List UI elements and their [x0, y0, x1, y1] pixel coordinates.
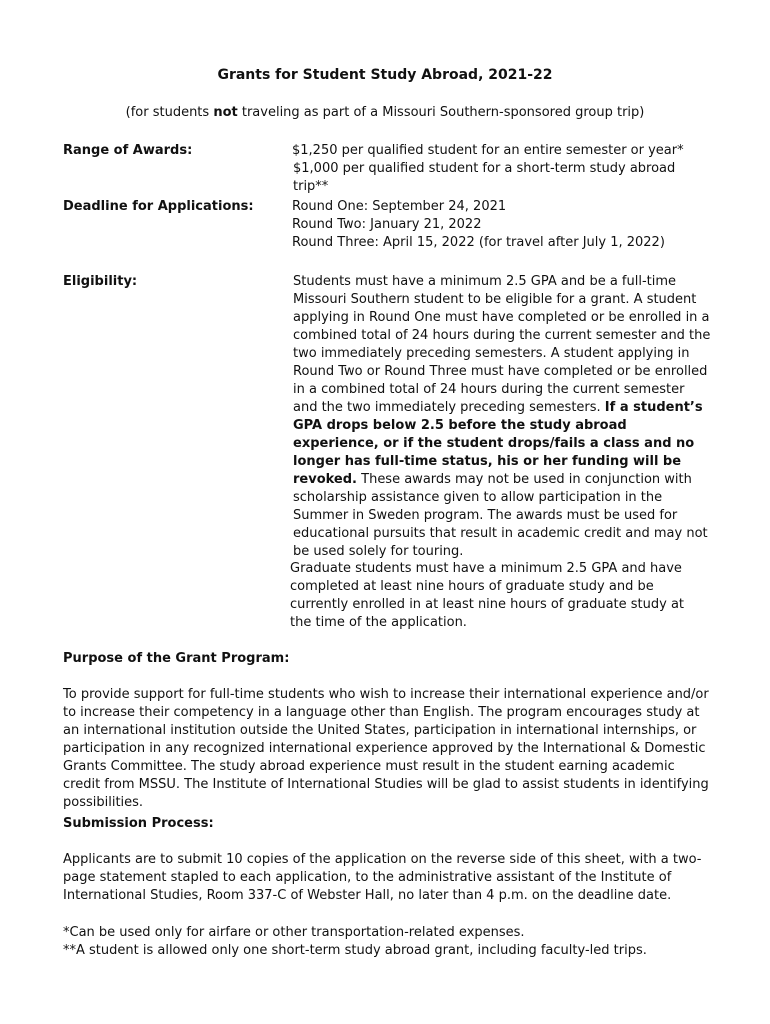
deadline-values	[292, 198, 712, 252]
deadline-line: Round Three: April 15, 2022 (for travel after July 1, 2022)	[292, 235, 665, 250]
range-label: Range of Awards:	[63, 143, 193, 158]
eligibility-label: Eligibility:	[63, 274, 138, 289]
range-line: $1,250 per qualified student for an entire semester or year*	[292, 143, 684, 158]
eligibility-warning: If a student’s GPA drops below 2.5 before the study abroad experience, or if the student drops/fails a class and no longer has full-time status, his or her funding will be revoked.	[293, 400, 703, 487]
eligibility-paragraph-1	[293, 273, 711, 561]
range-values	[292, 142, 712, 196]
eligibility-text-a: Students must have a minimum 2.5 GPA and be a full-time Missouri Southern student to be eligible for a grant. A student applying in Round One must have completed or be enrolled in a combined total of 24 hours during the current semester and the two immediately preceding semesters. A student applying in Round Two or Round Three must have completed or be enrolled in a combined total of 24 hours during the current semester and the two immediately preceding semesters.	[293, 274, 711, 415]
purpose-heading: Purpose of the Grant Program:	[63, 651, 290, 666]
page-title: Grants for Student Study Abroad, 2021-22	[217, 67, 553, 83]
deadline-label: Deadline for Applications:	[63, 199, 254, 214]
eligibility-text-b: These awards may not be used in conjunction with scholarship assistance given to allow participation in the Summer in Sweden program. The awards must be used for educational pursuits that result in academic credit and may not be used solely for touring.	[293, 472, 708, 559]
graduate-text: Graduate students must have a minimum 2.5 GPA and have completed at least nine hours of graduate study and be currently enrolled in at least nine hours of graduate study at the time of the application.	[290, 561, 685, 630]
subtitle	[0, 104, 770, 122]
subtitle-pre: (for students	[125, 105, 214, 120]
submission-heading: Submission Process:	[63, 816, 214, 831]
footnotes	[63, 924, 713, 960]
purpose-text: To provide support for full-time students who wish to increase their international experience and/or to increase their competency in a language other than English. The program encourages study at an international institution outside the United States, participation in international internships, or participation in any recognized international experience approved by the International & Domestic Grants Committee. The study abroad experience must result in the student earning academic credit from MSSU. The Institute of International Studies will be glad to assist students in identifying possibilities.	[63, 687, 709, 810]
footnote: **A student is allowed only one short-term study abroad grant, including faculty-led trips.	[63, 943, 647, 958]
eligibility-paragraph-2	[290, 560, 708, 632]
range-line: $1,000 per qualified student for a short-term study abroad trip**	[293, 161, 676, 194]
deadline-line: Round Two: January 21, 2022	[292, 217, 482, 232]
subtitle-post: traveling as part of a Missouri Southern-sponsored group trip)	[237, 105, 645, 120]
footnote: *Can be used only for airfare or other transportation-related expenses.	[63, 925, 525, 940]
submission-text: Applicants are to submit 10 copies of the application on the reverse side of this sheet, with a two-page statement stapled to each application, to the administrative assistant of the Institute of International Studies, Room 337-C of Webster Hall, no later than 4 p.m. on the deadline date.	[63, 852, 702, 903]
deadline-line: Round One: September 24, 2021	[292, 199, 507, 214]
subtitle-bold: not	[213, 105, 238, 120]
